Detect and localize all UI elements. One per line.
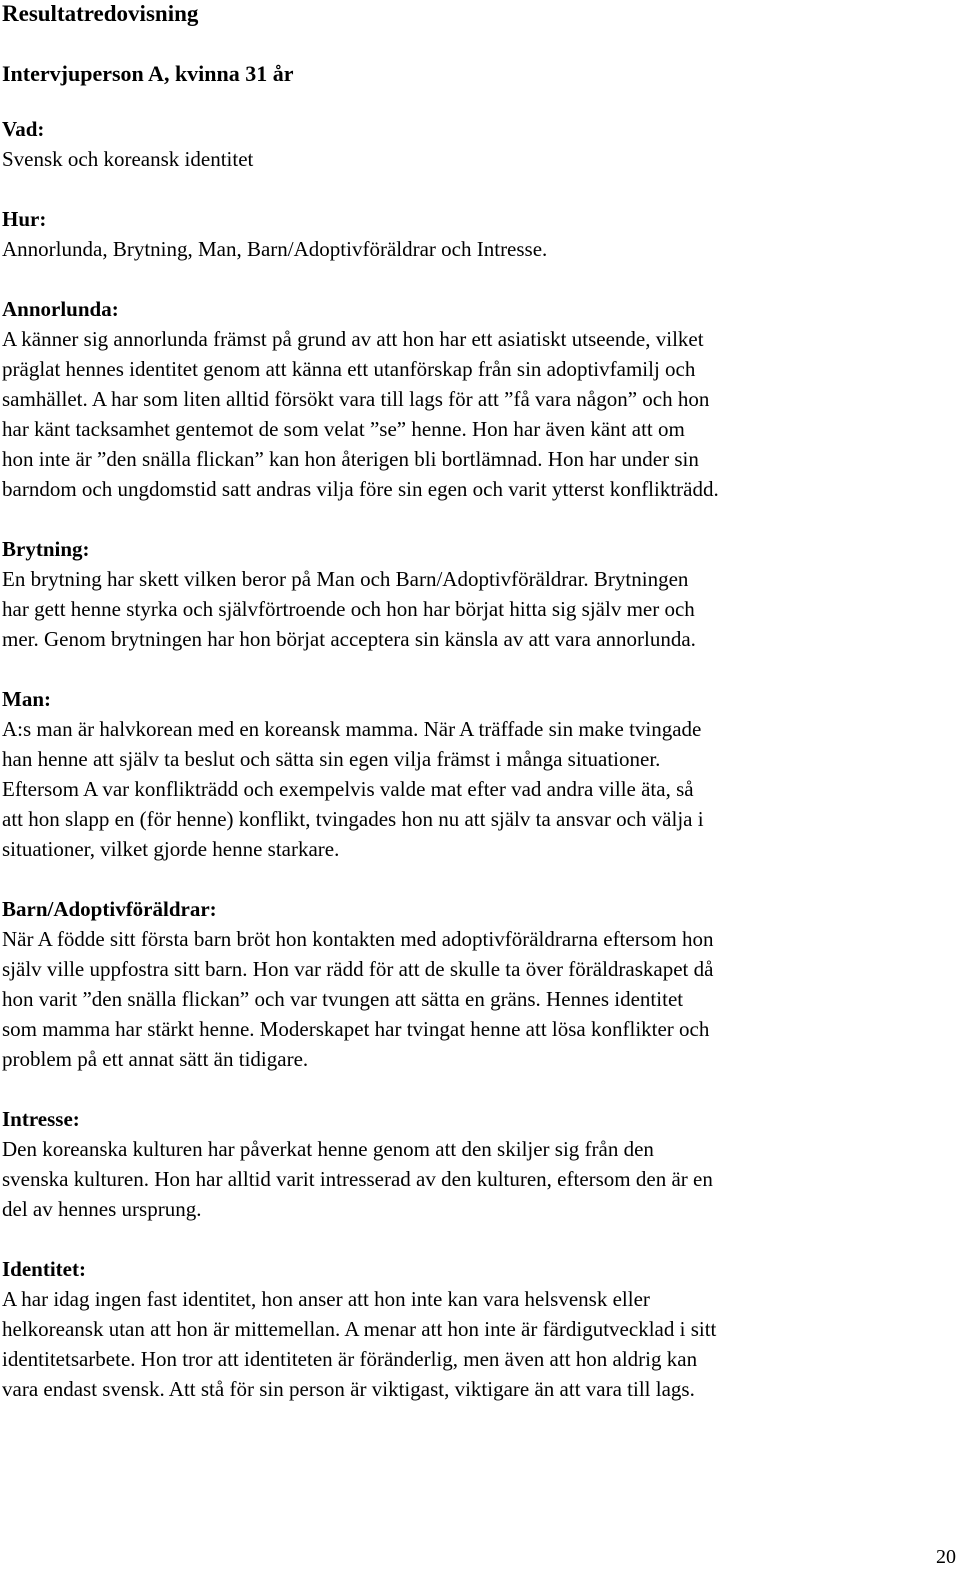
text-line: Eftersom A var konflikträdd och exempelvis valde mat efter vad andra ville äta, så [2, 777, 694, 801]
text-line: Den koreanska kulturen har påverkat henne genom att den skiljer sig från den [2, 1137, 654, 1161]
text-line: präglat hennes identitet genom att känna ett utanförskap från sin adoptivfamilj och [2, 357, 696, 381]
text-line: som mamma har stärkt henne. Moderskapet har tvingat henne att lösa konflikter och [2, 1017, 710, 1041]
section-heading: Vad: [2, 117, 45, 141]
document-title: Resultatredovisning [2, 1, 199, 26]
section-barn-adoptivforaldrar [2, 894, 952, 1074]
text-line: har känt tacksamhet gentemot de som velat ”se” henne. Hon har även känt att om [2, 417, 685, 441]
text-line: identitetsarbete. Hon tror att identiteten är föränderlig, men även att hon aldrig kan [2, 1347, 698, 1371]
text-line: vara endast svensk. Att stå för sin person är viktigast, viktigare än att vara till lags. [2, 1377, 695, 1401]
text-line: mer. Genom brytningen har hon börjat acceptera sin känsla av att vara annorlunda. [2, 627, 696, 651]
section-man [2, 684, 952, 864]
text-line: helkoreansk utan att hon är mittemellan. A menar att hon inte är färdigutvecklad i sitt [2, 1317, 717, 1341]
section-heading: Man: [2, 687, 51, 711]
text-line: barndom och ungdomstid satt andras vilja före sin egen och varit ytterst konflikträdd. [2, 477, 719, 501]
text-line: själv ville uppfostra sitt barn. Hon var rädd för att de skulle ta över föräldraskapet då [2, 957, 714, 981]
section-heading: Annorlunda: [2, 297, 119, 321]
text-line: A:s man är halvkorean med en koreansk mamma. När A träffade sin make tvingade [2, 717, 702, 741]
section-heading: Identitet: [2, 1257, 86, 1281]
section-heading: Intresse: [2, 1107, 80, 1131]
text-line: En brytning har skett vilken beror på Man och Barn/Adoptivföräldrar. Brytningen [2, 567, 689, 591]
text-line: A känner sig annorlunda främst på grund av att hon har ett asiatiskt utseende, vilket [2, 327, 704, 351]
section-text: Svensk och koreansk identitet [2, 147, 254, 171]
section-heading: Brytning: [2, 537, 90, 561]
text-line: han henne att själv ta beslut och sätta sin egen vilja främst i många situationer. [2, 747, 661, 771]
text-line: har gett henne styrka och självförtroende och hon har börjat hitta sig själv mer och [2, 597, 695, 621]
section-annorlunda [2, 294, 952, 504]
text-line: samhället. A har som liten alltid försökt vara till lags för att ”få vara någon” och hon [2, 387, 710, 411]
section-vad [2, 114, 952, 174]
section-heading: Barn/Adoptivföräldrar: [2, 897, 217, 921]
text-line: att hon slapp en (för henne) konflikt, tvingades hon nu att själv ta ansvar och välja i [2, 807, 704, 831]
text-line: svenska kulturen. Hon har alltid varit intresserad av den kulturen, eftersom den är en [2, 1167, 713, 1191]
section-heading: Hur: [2, 207, 47, 231]
page-number: 20 [936, 1546, 956, 1568]
text-line: A har idag ingen fast identitet, hon anser att hon inte kan vara helsvensk eller [2, 1287, 650, 1311]
section-hur [2, 204, 952, 264]
section-text: Annorlunda, Brytning, Man, Barn/Adoptivföräldrar och Intresse. [2, 237, 548, 261]
section-brytning [2, 534, 952, 654]
text-line: problem på ett annat sätt än tidigare. [2, 1047, 309, 1071]
text-line: När A födde sitt första barn bröt hon kontakten med adoptivföräldrarna eftersom hon [2, 927, 714, 951]
section-identitet [2, 1254, 952, 1404]
section-intresse [2, 1104, 952, 1224]
interviewee-heading: Intervjuperson A, kvinna 31 år [2, 61, 294, 86]
text-line: hon inte är ”den snälla flickan” kan hon återigen bli bortlämnad. Hon har under sin [2, 447, 699, 471]
text-line: del av hennes ursprung. [2, 1197, 202, 1221]
text-line: situationer, vilket gjorde henne starkare. [2, 837, 340, 861]
text-line: hon varit ”den snälla flickan” och var tvungen att sätta en gräns. Hennes identitet [2, 987, 684, 1011]
document-page [2, 0, 952, 1404]
